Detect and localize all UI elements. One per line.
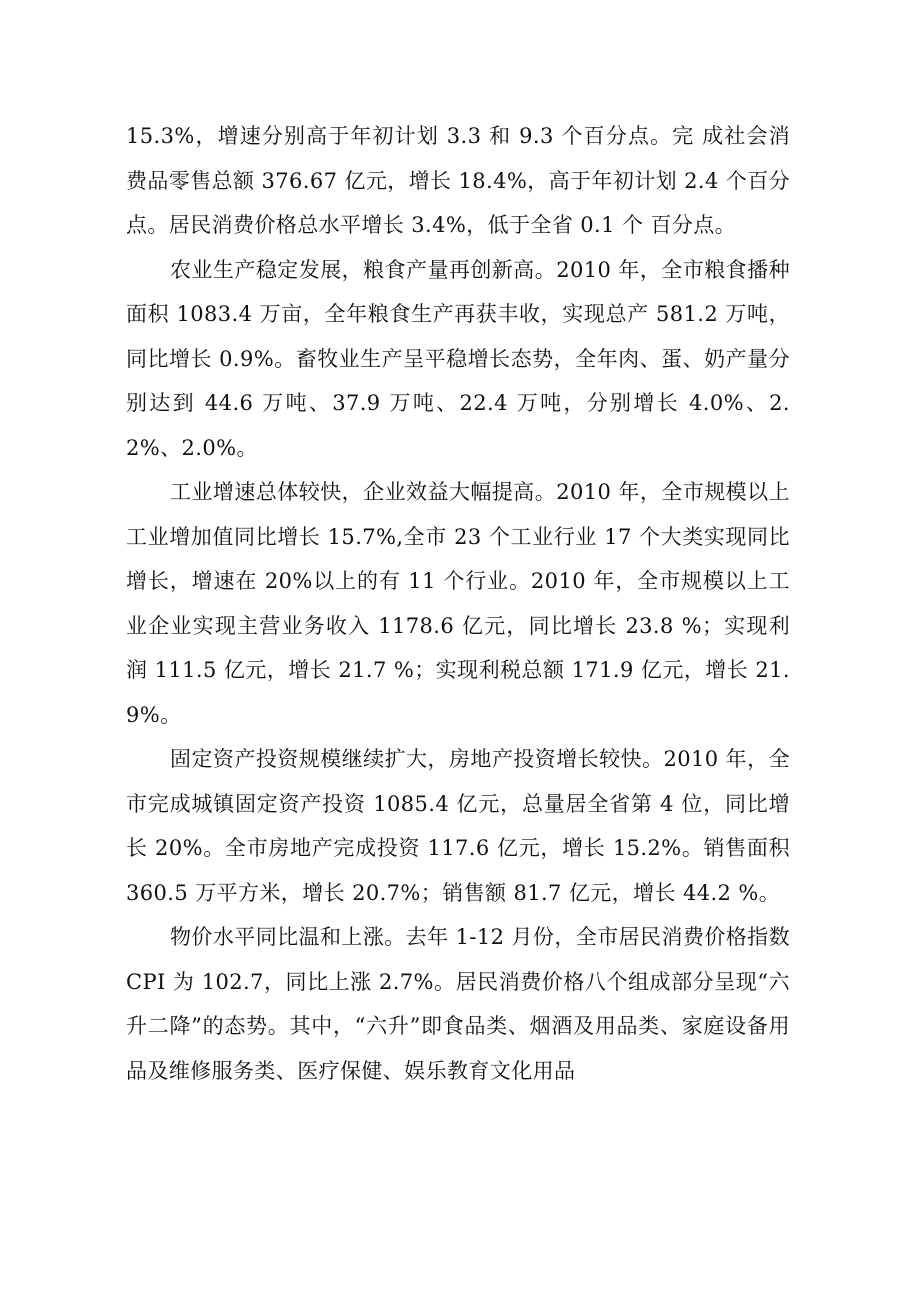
paragraph-agriculture: 农业生产稳定发展，粮食产量再创新高。2010 年，全市粮食播种面积 1083.4 万亩，全年粮食生产再获丰收，实现总产 581.2 万吨，同比增长 0.9%。畜牧业生产呈平稳增长态势，全年肉、蛋、奶产量分别达到 44.6 万吨、37.9 万吨、22.4 万吨，分别增长 4.0%、2.2%、2.0%。 <box>126 257 790 460</box>
paragraph-prices: 物价水平同比温和上涨。去年 1-12 月份，全市居民消费价格指数 CPI 为 102.7，同比上涨 2.7%。居民消费价格八个组成部分呈现“六升二降”的态势。其中，“六升”即食品类、烟酒及用品类、家庭设备用品及维修服务类、医疗保健、娱乐教育文化用品 <box>126 925 790 1083</box>
paragraph-fixed-asset-investment: 固定资产投资规模继续扩大，房地产投资增长较快。2010 年，全市完成城镇固定资产投资 1085.4 亿元，总量居全省第 4 位，同比增长 20%。全市房地产完成投资 117.6 亿元，增长 15.2%。销售面积 360.5 万平方米，增长 20.7%；销售额 81.7 亿元，增长 44.2 %。 <box>126 747 790 905</box>
paragraph-consumption-summary: 15.3%，增速分别高于年初计划 3.3 和 9.3 个百分点。完 成社会消费品零售总额 376.67 亿元，增长 18.4%，高于年初计划 2.4 个百分点。居民消费价格总水平增长 3.4%，低于全省 0.1 个 百分点。 <box>126 124 790 237</box>
document-page <box>126 114 790 1093</box>
paragraph-industry: 工业增速总体较快，企业效益大幅提高。2010 年，全市规模以上工业增加值同比增长 15.7%,全市 23 个工业行业 17 个大类实现同比增长，增速在 20%以上的有 11 个行业。2010 年，全市规模以上工业企业实现主营业务收入 1178.6 亿元，同比增长 23.8 %；实现利润 111.5 亿元，增长 21.7 %；实现利税总额 171.9 亿元，增长 21.9%。 <box>126 480 790 727</box>
